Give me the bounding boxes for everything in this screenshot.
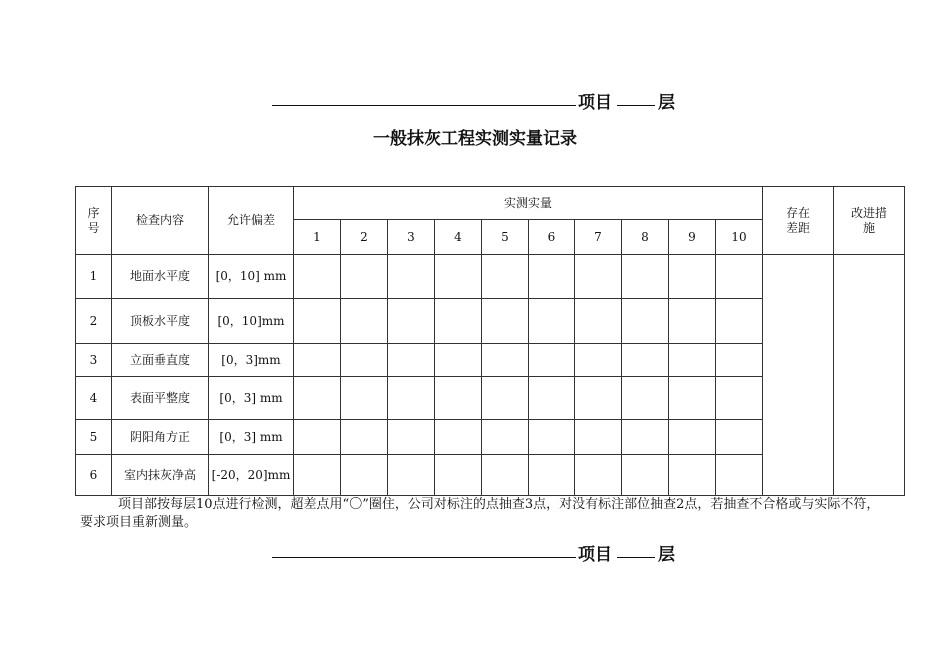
measure-cell[interactable]: [529, 344, 575, 377]
measure-cell[interactable]: [716, 299, 763, 344]
row-item: 阴阳角方正: [112, 420, 209, 455]
measure-cell[interactable]: [294, 455, 341, 496]
measure-cell[interactable]: [575, 455, 622, 496]
header-item: 检查内容: [112, 187, 209, 255]
measure-cell[interactable]: [388, 255, 435, 299]
measure-cell[interactable]: [341, 455, 388, 496]
header-deviation: 存在差距: [763, 187, 834, 255]
project-name-blank: [272, 105, 576, 106]
measure-cell[interactable]: [435, 377, 482, 420]
measure-cell[interactable]: [482, 255, 529, 299]
measure-cell[interactable]: [294, 377, 341, 420]
floor-number-blank: [617, 105, 655, 106]
measure-cell[interactable]: [575, 420, 622, 455]
measure-cell[interactable]: [294, 344, 341, 377]
point-header: 6: [529, 220, 575, 255]
measure-cell[interactable]: [388, 344, 435, 377]
measure-cell[interactable]: [294, 255, 341, 299]
measure-cell[interactable]: [622, 299, 669, 344]
point-header: 7: [575, 220, 622, 255]
row-tolerance: [0，3] mm: [209, 420, 294, 455]
measure-cell[interactable]: [716, 377, 763, 420]
measure-cell[interactable]: [622, 344, 669, 377]
measure-cell[interactable]: [341, 344, 388, 377]
row-item: 立面垂直度: [112, 344, 209, 377]
measure-cell[interactable]: [435, 255, 482, 299]
header-improvement: 改进措施: [834, 187, 905, 255]
measure-cell[interactable]: [529, 455, 575, 496]
row-tolerance: [0，3]mm: [209, 344, 294, 377]
point-header: 9: [669, 220, 716, 255]
measure-cell[interactable]: [341, 255, 388, 299]
floor-number-blank: [617, 557, 655, 558]
row-seq: 2: [76, 299, 112, 344]
measure-cell[interactable]: [388, 377, 435, 420]
improvement-cell[interactable]: [834, 255, 905, 496]
measure-cell[interactable]: [482, 420, 529, 455]
inspection-table: [75, 186, 905, 496]
row-item: 室内抹灰净高: [112, 455, 209, 496]
measure-cell[interactable]: [388, 299, 435, 344]
measure-cell[interactable]: [529, 255, 575, 299]
measure-cell[interactable]: [529, 299, 575, 344]
floor-label: 层: [658, 545, 675, 565]
measure-cell[interactable]: [388, 455, 435, 496]
measure-cell[interactable]: [716, 255, 763, 299]
measure-cell[interactable]: [294, 420, 341, 455]
point-header: 2: [341, 220, 388, 255]
measure-cell[interactable]: [669, 255, 716, 299]
inspection-note: 项目部按每层10点进行检测，超差点用“〇”圈住，公司对标注的点抽查3点，对没有标注部位抽查2点，若抽查不合格或与实际不符，要求项目重新测量。: [80, 497, 880, 530]
header-seq: 序号: [76, 187, 112, 255]
measure-cell[interactable]: [341, 377, 388, 420]
measure-cell[interactable]: [669, 344, 716, 377]
measure-cell[interactable]: [529, 420, 575, 455]
row-seq: 4: [76, 377, 112, 420]
measure-cell[interactable]: [435, 455, 482, 496]
point-header: 4: [435, 220, 482, 255]
point-header: 5: [482, 220, 529, 255]
measure-cell[interactable]: [388, 420, 435, 455]
row-item: 顶板水平度: [112, 299, 209, 344]
point-header: 8: [622, 220, 669, 255]
measure-cell[interactable]: [669, 377, 716, 420]
row-tolerance: [0，10] mm: [209, 255, 294, 299]
measure-cell[interactable]: [669, 299, 716, 344]
header-tolerance: 允许偏差: [209, 187, 294, 255]
measure-cell[interactable]: [716, 455, 763, 496]
measure-cell[interactable]: [669, 455, 716, 496]
measure-cell[interactable]: [622, 255, 669, 299]
measure-cell[interactable]: [435, 344, 482, 377]
measure-cell[interactable]: [575, 299, 622, 344]
deviation-cell[interactable]: [763, 255, 834, 496]
measure-cell[interactable]: [482, 377, 529, 420]
measure-cell[interactable]: [341, 420, 388, 455]
measure-cell[interactable]: [294, 299, 341, 344]
measure-cell[interactable]: [529, 377, 575, 420]
header-measured: 实测实量: [294, 187, 763, 220]
project-name-blank: [272, 557, 576, 558]
measure-cell[interactable]: [482, 455, 529, 496]
floor-label: 层: [658, 93, 675, 113]
row-item: 地面水平度: [112, 255, 209, 299]
measure-cell[interactable]: [341, 299, 388, 344]
measure-cell[interactable]: [622, 377, 669, 420]
measure-cell[interactable]: [575, 377, 622, 420]
row-tolerance: [0，3] mm: [209, 377, 294, 420]
row-seq: 6: [76, 455, 112, 496]
point-header: 1: [294, 220, 341, 255]
row-seq: 3: [76, 344, 112, 377]
measure-cell[interactable]: [482, 344, 529, 377]
project-label: 项目: [578, 93, 612, 113]
measure-cell[interactable]: [482, 299, 529, 344]
measure-cell[interactable]: [435, 299, 482, 344]
row-seq: 5: [76, 420, 112, 455]
measure-cell[interactable]: [575, 344, 622, 377]
project-floor-footer: [272, 540, 692, 565]
point-header: 10: [716, 220, 763, 255]
row-item: 表面平整度: [112, 377, 209, 420]
measure-cell[interactable]: [622, 455, 669, 496]
document-title: 一般抹灰工程实测实量记录: [373, 129, 577, 149]
row-tolerance: [-20，20]mm: [209, 455, 294, 496]
project-floor-header: [272, 88, 692, 113]
table-row: [76, 255, 905, 299]
row-seq: 1: [76, 255, 112, 299]
project-label: 项目: [578, 545, 612, 565]
row-tolerance: [0，10]mm: [209, 299, 294, 344]
measure-cell[interactable]: [575, 255, 622, 299]
measure-cell[interactable]: [716, 344, 763, 377]
measure-cell[interactable]: [716, 420, 763, 455]
measure-cell[interactable]: [669, 420, 716, 455]
measure-cell[interactable]: [622, 420, 669, 455]
point-header: 3: [388, 220, 435, 255]
measure-cell[interactable]: [435, 420, 482, 455]
